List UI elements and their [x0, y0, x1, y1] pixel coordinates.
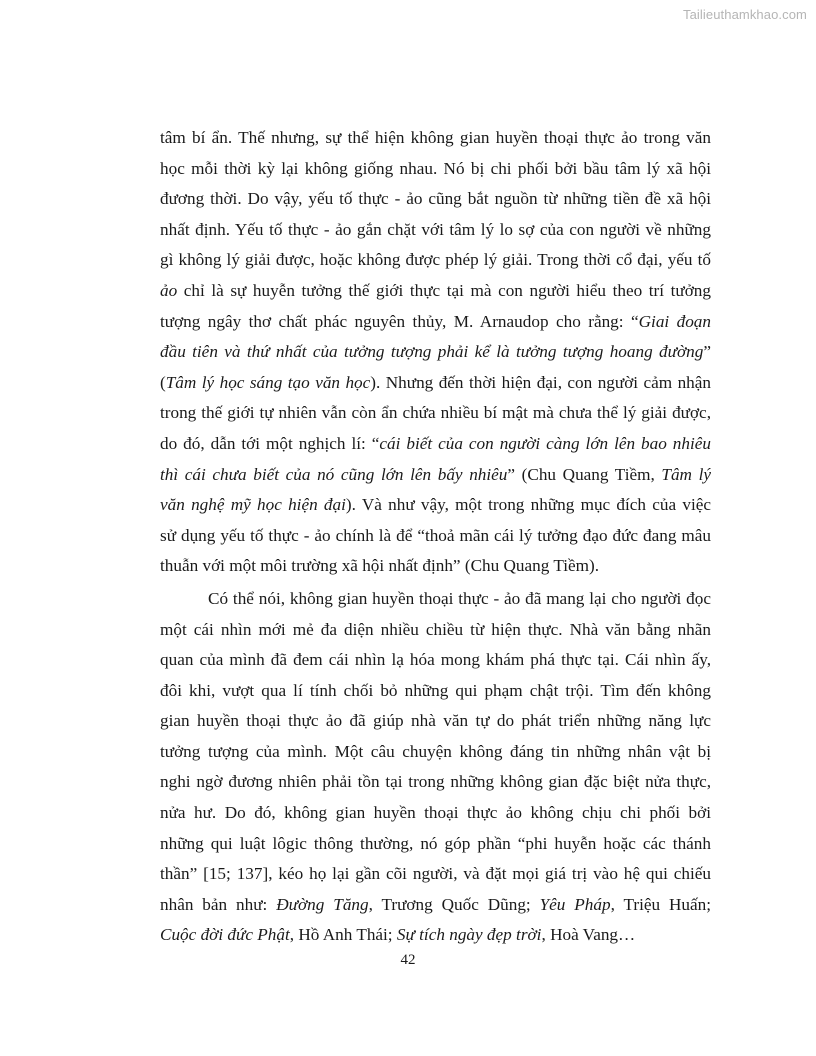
italic-text: Tâm lý	[661, 464, 712, 484]
italic-text: thì cái chưa biết của nó cũng lớn lên bấy nhiêu	[160, 464, 508, 484]
text-line	[160, 829, 711, 860]
text-line	[160, 737, 711, 768]
paragraph-2	[160, 584, 711, 951]
text-run: ” (Chu Quang Tiềm,	[507, 464, 662, 484]
text-line	[160, 706, 711, 737]
italic-text: Tâm lý học sáng tạo văn học	[165, 372, 371, 392]
text-run: đôi khi, vượt qua lí tính chối bỏ những qui phạm chật trội. Tìm đến không	[160, 680, 711, 700]
text-line	[160, 890, 711, 921]
text-line	[160, 584, 711, 615]
text-run: , Triệu Huấn;	[610, 894, 711, 914]
text-line	[160, 154, 711, 185]
page-number: 42	[400, 952, 416, 968]
text-run: tưởng tượng của mình. Một câu chuyện không đáng tin những nhân vật bị	[160, 741, 711, 761]
italic-text: Giai đoạn	[638, 311, 711, 331]
text-line	[160, 551, 711, 582]
text-line	[160, 490, 711, 521]
text-line	[160, 676, 711, 707]
text-line	[160, 429, 711, 460]
italic-text: Cuộc đời đức Phật	[160, 925, 290, 945]
text-run: Có thể nói, không gian huyền thoại thực - ảo đã mang lại cho người đọc	[208, 588, 711, 608]
text-run: tâm bí ẩn. Thế nhưng, sự thể hiện không gian huyền thoại thực ảo trong văn	[160, 128, 711, 147]
text-line	[160, 368, 711, 399]
text-line	[160, 184, 711, 215]
text-run: những qui luật lôgic thông thường, nó góp phần “phi huyễn hoặc các thánh	[160, 833, 711, 853]
text-line	[160, 521, 711, 552]
text-run: đương thời. Do vậy, yếu tố thực - ảo cũng bắt nguồn từ những tiền đề xã hội	[160, 189, 711, 209]
text-run: nhất định. Yếu tố thực - ảo gắn chặt với tâm lý lo sợ của con người về những	[160, 219, 711, 239]
text-run: , Hoà Vang…	[541, 925, 636, 945]
italic-text: Đường Tăng	[276, 894, 369, 914]
text-run: do đó, dẫn tới một nghịch lí: “	[160, 433, 380, 453]
text-line	[160, 460, 711, 491]
text-run: học mỗi thời kỳ lại không giống nhau. Nó bị chi phối bởi bầu tâm lý xã hội	[160, 158, 711, 178]
italic-text: văn nghệ mỹ học hiện đại	[160, 495, 346, 515]
text-run: ”	[703, 342, 711, 362]
text-run: sử dụng yếu tố thực - ảo chính là để “thoả mãn cái lý tưởng đạo đức đang mâu	[160, 525, 711, 545]
text-line	[160, 276, 711, 307]
text-run: , Trương Quốc Dũng;	[368, 894, 540, 914]
text-line	[160, 245, 711, 276]
watermark-text: Tailieuthamkhao.com	[682, 7, 807, 22]
italic-text: ảo	[160, 280, 178, 300]
text-run: ). Và như vậy, một trong những mục đích của việc	[345, 495, 711, 515]
text-line	[160, 123, 711, 154]
document-body	[160, 123, 711, 951]
text-line	[160, 398, 711, 429]
text-run: gì không lý giải được, hoặc không được phép lý giải. Trong thời cổ đại, yếu tố	[160, 250, 711, 270]
paragraph-1	[160, 123, 711, 582]
text-run: tượng ngây thơ chất phác nguyên thủy, M. Arnaudop cho rằng: “	[160, 311, 639, 331]
text-run: chỉ là sự huyễn tưởng thế giới thực tại mà con người hiểu theo trí tưởng	[177, 280, 711, 300]
text-run: thuẫn với một môi trường xã hội nhất định” (Chu Quang Tiềm).	[160, 556, 600, 576]
text-line	[160, 767, 711, 798]
text-run: quan của mình đã đem cái nhìn lạ hóa mong khám phá thực tại. Cái nhìn ấy,	[160, 650, 711, 670]
text-run: một cái nhìn mới mẻ đa diện nhiều chiều từ hiện thực. Nhà văn bằng nhãn	[160, 619, 711, 639]
text-line	[160, 615, 711, 646]
italic-text: Sự tích ngày đẹp trời	[396, 925, 542, 945]
text-line	[160, 859, 711, 890]
text-run: nhân bản như:	[160, 894, 277, 914]
text-run: nửa hư. Do đó, không gian huyền thoại thực ảo không chịu chi phối bởi	[160, 803, 711, 823]
italic-text: đầu tiên và thứ nhất của tưởng tượng phải kể là tưởng tượng hoang đường	[160, 342, 704, 362]
text-run: nghi ngờ đương nhiên phải tồn tại trong những không gian đặc biệt nửa thực,	[160, 772, 711, 792]
text-line	[160, 215, 711, 246]
text-run: trong thế giới tự nhiên vẫn còn ẩn chứa nhiều bí mật mà chưa thể lý giải được,	[160, 403, 711, 423]
text-run: , Hồ Anh Thái;	[289, 925, 397, 945]
text-line	[160, 645, 711, 676]
text-run: (	[160, 372, 166, 392]
text-line	[160, 920, 711, 951]
text-run: gian huyền thoại thực ảo đã giúp nhà văn tự do phát triển những năng lực	[160, 711, 711, 731]
italic-text: cái biết của con người càng lớn lên bao nhiêu	[379, 433, 711, 453]
text-line	[160, 337, 711, 368]
italic-text: Yêu Pháp	[539, 894, 611, 914]
text-line	[160, 798, 711, 829]
text-line	[160, 307, 711, 338]
text-run: ). Nhưng đến thời hiện đại, con người cảm nhận	[370, 372, 711, 392]
text-run: thần” [15; 137], kéo họ lại gần cõi người, và đặt mọi giá trị vào hệ qui chiếu	[160, 864, 711, 884]
